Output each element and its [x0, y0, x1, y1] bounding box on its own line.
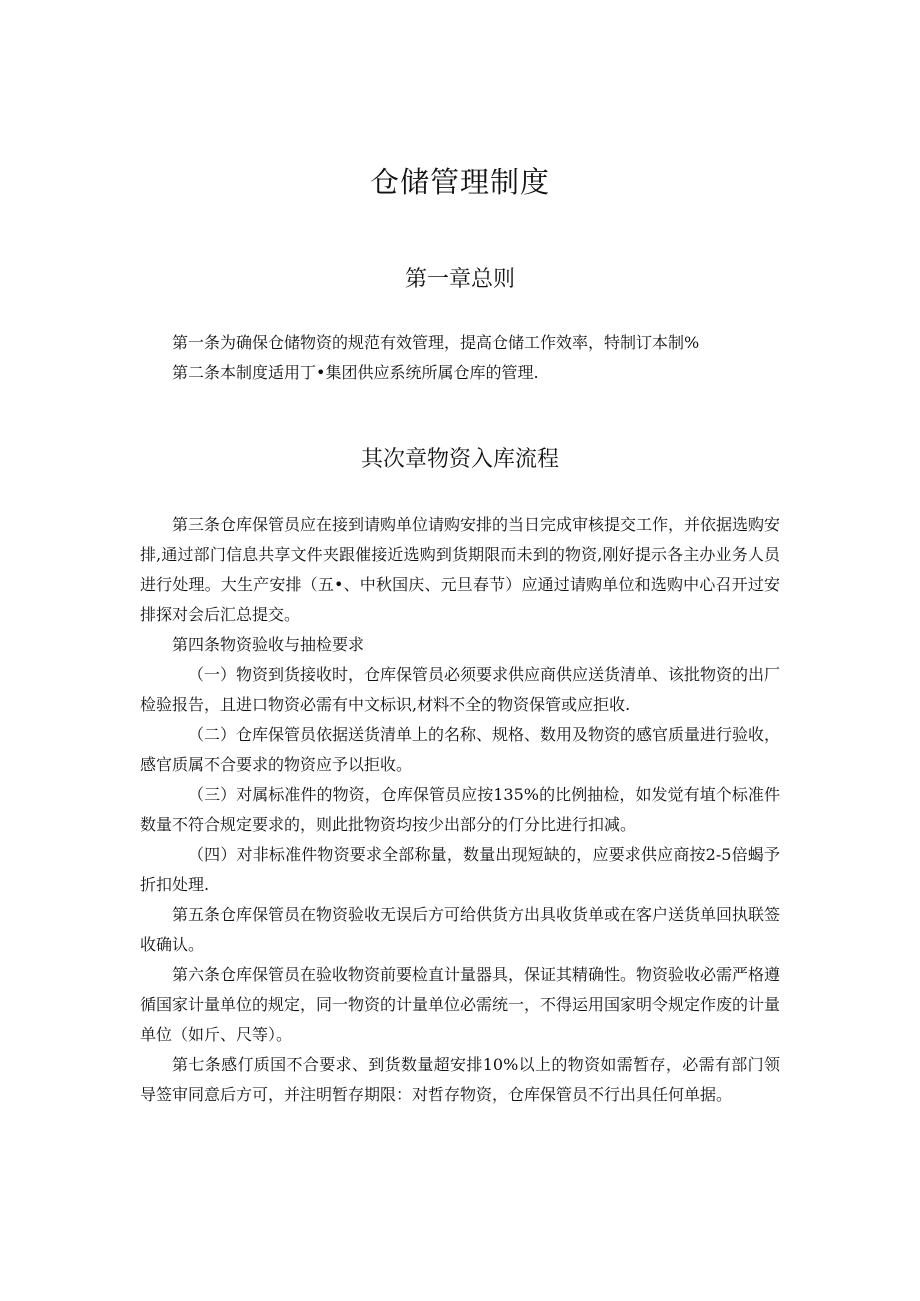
article-4: 第四条物资验收与抽检要求: [172, 635, 365, 654]
article-3: 第三条仓库保管员应在接到请购单位请购安排的当日完成审核提交工作，并依据选购安排,通过部门信息共享文件夹跟催接近选购到货期限而未到的物资,刚好提示各主办业务人员进行处理。大生产安排（五•、中秋国庆、元旦春节）应通过请购单位和选购中心召开过安排探对会后汇总提交。: [140, 515, 781, 624]
article-5: 第五条仓库保管员在物资验收无误后方可给供货方出具收货单或在客户送货单回执联签收确认。: [140, 905, 781, 954]
article-6: 第六条仓库保管员在验收物资前要检直计量器具，保证其精确性。物资验收必需严格遵循国家计量单位的规定，同一物资的计量单位必需统一，不得运用国家明令规定作废的计量单位（如斤、尺等）。: [140, 965, 781, 1044]
chapter-heading-1: 第一章总则: [404, 267, 515, 292]
article-4-item-2: （二）仓库保管员依据送货清单上的名称、规格、数用及物资的感官质量进行验收，感官质属不合要求的物资应予以拒收。: [140, 725, 781, 774]
article-4-item-3: （三）对属标准件的物资，仓库保管员应按135%的比例抽检，如发觉有埴个标准件数量不符合规定要求的，则此批物资均按少出部分的仃分比进行扣减。: [140, 785, 780, 834]
article-4-item-1: （一）物资到货接收时，仓库保管员必须要求供应商供应送货清单、该批物资的出厂检验报告，且进口物资必需有中文标识,材料不全的物资保管或应拒收.: [140, 665, 781, 714]
article-4-item-4: （四）对非标准件物资要求全部称量，数量出现短缺的，应要求供应商按2-5倍蝎予折扣处理.: [140, 845, 780, 894]
article-1: 第一条为确保仓储物资的规范有效管理，提高仓储工作效率，特制订本制%: [172, 333, 700, 352]
chapter-1-body: [140, 328, 780, 388]
article-2: 第二条本制度适用丁•集团供应系统所属仓库的管理.: [172, 363, 539, 382]
article-7: 第七条感仃质国不合要求、到货数量超安排10%以上的物资如需暂存，必需有部门领导签审同意后方可，并注明暂存期限：对哲存物资，仓库保管员不行出具任何单据。: [140, 1055, 780, 1104]
document-title: 仓储管理制度: [369, 165, 550, 199]
chapter-heading-2: 其次章物资入库流程: [360, 447, 559, 472]
chapter-2-body: [140, 510, 780, 1110]
